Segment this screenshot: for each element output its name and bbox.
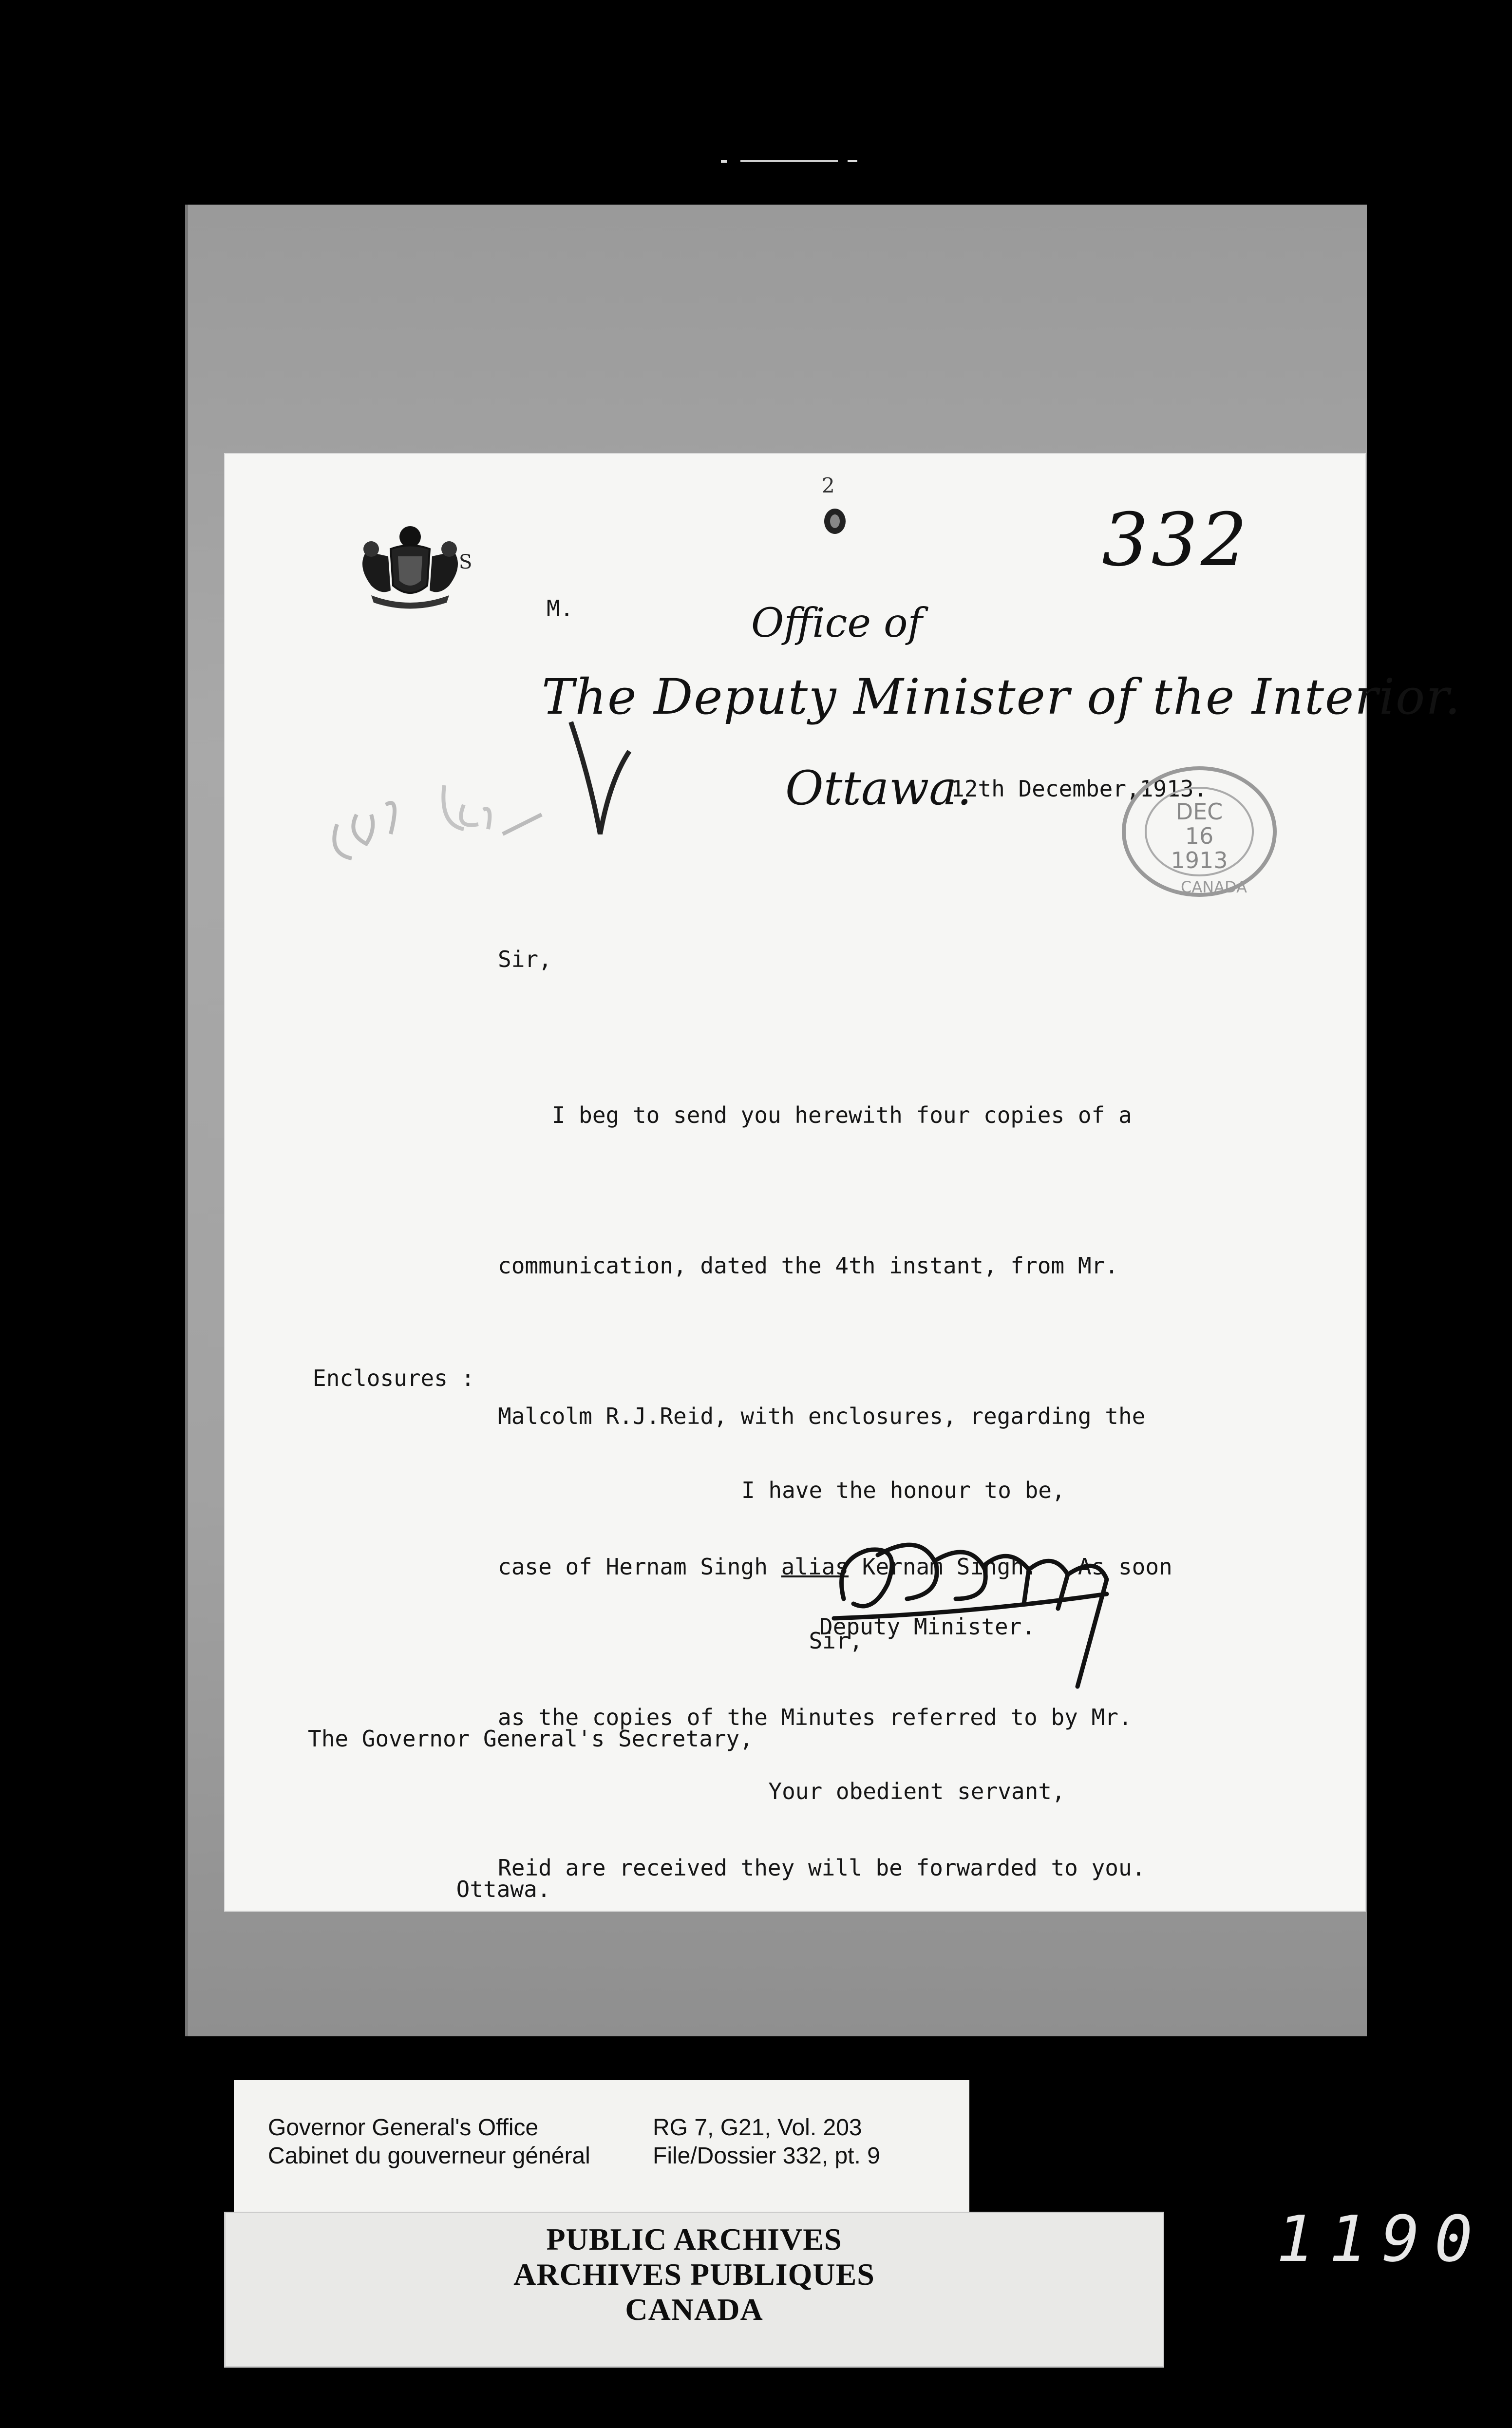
frame-number: 1190 (1276, 2202, 1488, 2276)
addressee-line: Ottawa. (308, 1876, 551, 1902)
handwritten-signature (824, 1501, 1126, 1706)
stamp-day: 16 (1185, 823, 1214, 849)
archive-stamp-line: ARCHIVES PUBLIQUES (513, 2257, 875, 2292)
body-text-segment: case of Hernam Singh (498, 1554, 781, 1580)
archive-stamp-label (224, 2212, 1164, 2368)
archive-stamp-line: PUBLIC ARCHIVES (546, 2222, 842, 2257)
received-stamp (1116, 761, 1282, 902)
coat-of-arms-icon (337, 522, 483, 610)
body-line: Malcolm R.J.Reid, with enclosures, regarding the (498, 1403, 1146, 1429)
office-line: Office of (751, 600, 923, 646)
salutation: Sir, (498, 946, 552, 972)
archive-file: File/Dossier 332, pt. 9 (653, 2143, 880, 2169)
enclosures-label: Enclosures : (313, 1365, 475, 1391)
addressee (308, 1613, 753, 2015)
file-number: 332 (1102, 498, 1250, 583)
body-line: communication, dated the 4th instant, from Mr. (498, 1252, 1118, 1279)
stamp-month: DEC (1175, 798, 1223, 825)
svg-text:S: S (459, 551, 472, 573)
body-text-segment: Kernam Singh. As soon (849, 1554, 1172, 1580)
addressee-line: The Governor General's Secretary, (308, 1726, 753, 1752)
film-specks (721, 156, 867, 166)
stamp-year: 1913 (1171, 847, 1228, 873)
office-en: Governor General's Office (268, 2115, 539, 2141)
letter-date: 12th December,1913. (951, 776, 1208, 802)
archive-stamp-line: CANADA (625, 2292, 763, 2327)
department-line: The Deputy Minister of the Interior. (542, 668, 1461, 725)
m-label: M. (547, 595, 574, 622)
office-fr: Cabinet du gouverneur général (268, 2143, 590, 2169)
folio-mark: 2 (822, 474, 835, 497)
archive-reference-label (234, 2080, 969, 2219)
closing-line: Your obedient servant, (741, 1778, 1065, 1804)
archive-ref: RG 7, G21, Vol. 203 (653, 2115, 862, 2141)
body-line: as the copies of the Minutes referred to by Mr. (498, 1704, 1132, 1730)
body-line: Reid are received they will be forwarded to you. (498, 1855, 1146, 1881)
letterhead-city: Ottawa. (785, 761, 972, 816)
stamp-country: CANADA (1180, 878, 1247, 896)
closing-line: Sir, (741, 1628, 863, 1654)
pencil-annotation (318, 707, 659, 912)
alias-underlined: alias (781, 1554, 849, 1580)
letter-page (224, 453, 1461, 1912)
body-line: I beg to send you herewith four copies of a (498, 1102, 1132, 1128)
pin-hole (820, 503, 850, 537)
closing-line: I have the honour to be, (741, 1477, 1065, 1503)
signatory-title: Deputy Minister. (819, 1613, 1036, 1640)
